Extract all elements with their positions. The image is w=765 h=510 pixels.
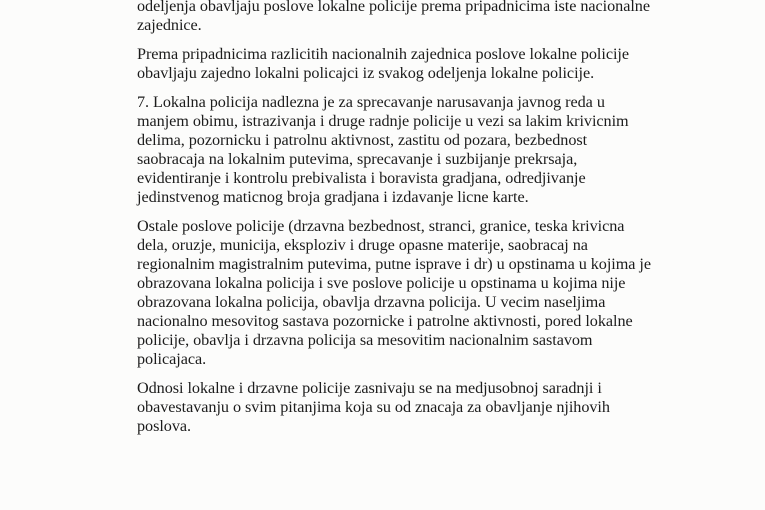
paragraph-4 [137,217,757,369]
text-line: saobracaja na lokalnim putevima, sprecavanje i suzbijanje prekrsaja, [137,150,578,168]
text-line: delima, pozornicku i patrolnu aktivnost, zastitu od pozara, bezbednost [137,131,588,149]
text-line: regionalnim magistralnim putevima, putne isprave i dr) u opstinama u kojima je [137,255,651,273]
paragraph-5 [137,379,757,436]
text-line: poslova. [137,417,192,435]
text-line: obavestavanju o svim pitanjima koja su od znacaja za obavljanje njihovih [137,398,610,416]
text-line: policajaca. [137,350,207,368]
text-line: dela, oruzje, municija, eksploziv i druge opasne materije, saobracaj na [137,236,588,254]
document-body [137,0,757,446]
text-line: obrazovana lokalna policija i sve poslove policije u opstinama u kojima nije [137,274,626,292]
text-line: zajednice. [137,16,202,34]
paragraph-2 [137,45,757,83]
text-line: 7. Lokalna policija nadlezna je za sprecavanje narusavanja javnog reda u [137,93,605,111]
text-line: jedinstvenog maticnog broja gradjana i izdavanje licne karte. [137,188,529,206]
text-line: obavljaju zajedno lokalni policajci iz svakog odeljenja lokalne policije. [137,64,595,82]
text-line: Odnosi lokalne i drzavne policije zasnivaju se na medjusobnoj saradnji i [137,379,602,397]
text-line: evidentiranje i kontrolu prebivalista i boravista gradjana, odredjivanje [137,169,586,187]
paragraph-3-item-7 [137,93,757,207]
text-line: odeljenja obavljaju poslove lokalne policije prema pripadnicima iste nacionalne [137,0,650,15]
paragraph-1 [137,0,757,35]
text-line: policije, obavlja i drzavna policija sa mesovitim nacionalnim sastavom [137,331,593,349]
text-line: manjem obimu, istrazivanja i druge radnje policije u vezi sa lakim krivicnim [137,112,629,130]
text-line: nacionalno mesovitog sastava pozornicke i patrolne aktivnosti, pored lokalne [137,312,633,330]
text-line: obrazovana lokalna policija, obavlja drzavna policija. U vecim naseljima [137,293,606,311]
text-line: Ostale poslove policije (drzavna bezbednost, stranci, granice, teska krivicna [137,217,625,235]
text-line: Prema pripadnicima razlicitih nacionalnih zajednica poslove lokalne policije [137,45,629,63]
